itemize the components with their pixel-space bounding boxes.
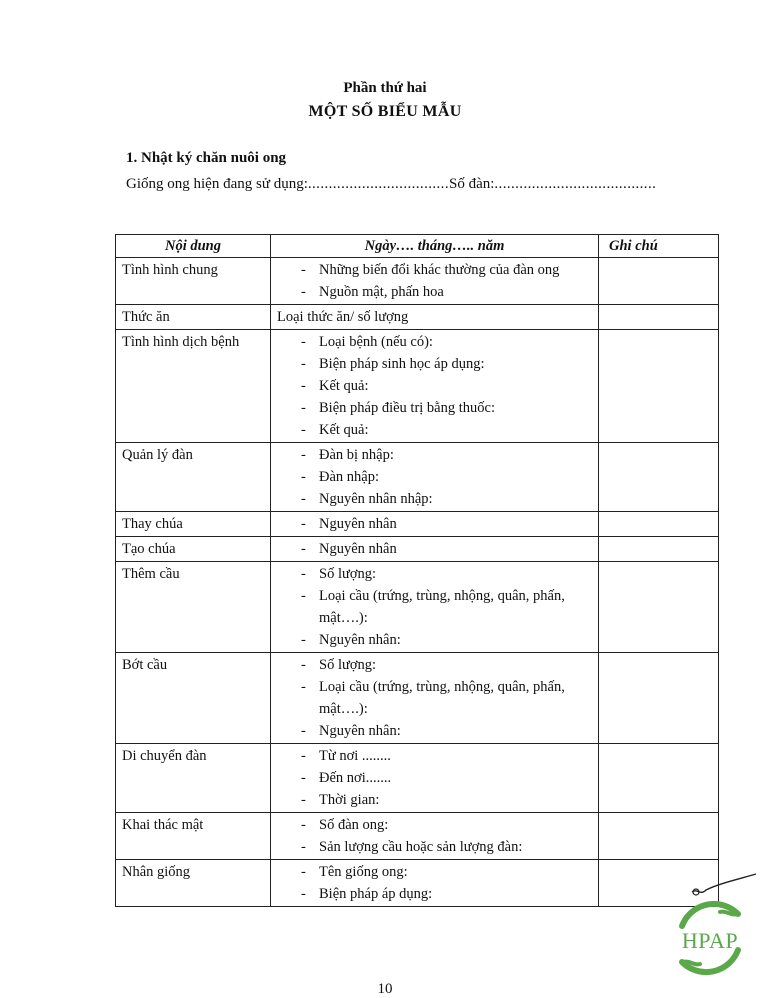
list-item: - Nguồn mật, phấn hoa [277,281,592,303]
notes-cell[interactable] [599,744,719,813]
row-label: Quản lý đàn [116,443,271,512]
list-item: - Loại bệnh (nếu có): [277,331,592,353]
notes-cell[interactable] [599,562,719,653]
list-item: - Kết quả: [277,419,592,441]
list-item: - Loại cầu (trứng, trùng, nhộng, quân, phấn, mật….): [277,585,592,629]
list-item: - Biện pháp sinh học áp dụng: [277,353,592,375]
list-item: - Nguyên nhân nhập: [277,488,592,510]
notes-cell[interactable] [599,443,719,512]
list-item: - Số lượng: [277,654,592,676]
list-item: - Đến nơi....... [277,767,592,789]
list-item: - Sản lượng cầu hoặc sản lượng đàn: [277,836,592,858]
header-content: Nội dung [116,235,271,258]
table-row [116,860,719,907]
notes-cell[interactable] [599,305,719,330]
list-item: - Nguyên nhân [277,538,592,560]
breed-info-line [126,176,656,193]
list-item: - Biện pháp điều trị bằng thuốc: [277,397,592,419]
list-item: - Kết quả: [277,375,592,397]
form-title: MỘT SỐ BIỂU MẪU [308,103,462,120]
table-row [116,653,719,744]
list-item: - Biện pháp áp dụng: [277,883,592,905]
notes-cell[interactable] [599,330,719,443]
list-item: - Nguyên nhân: [277,629,592,651]
count-label: Số đàn: [448,176,495,192]
row-label: Thức ăn [116,305,271,330]
list-item: - Nguyên nhân [277,513,592,535]
notes-cell[interactable] [599,653,719,744]
row-label: Thay chúa [116,512,271,537]
list-item: - Thời gian: [277,789,592,811]
table-row [116,537,719,562]
notes-cell[interactable] [599,537,719,562]
header-notes: Ghi chú [599,235,719,258]
breed-blank: .................................. [307,176,449,192]
notes-cell[interactable] [599,512,719,537]
table-row [116,443,719,512]
row-label: Tình hình dịch bệnh [116,330,271,443]
table-header-row [116,235,719,258]
row-text: Loại thức ăn/ số lượng [271,305,599,330]
table-row [116,562,719,653]
table-row [116,813,719,860]
notes-cell[interactable] [599,258,719,305]
list-item: - Đàn bị nhập: [277,444,592,466]
row-label: Thêm cầu [116,562,271,653]
row-label: Nhân giống [116,860,271,907]
section-heading: 1. Nhật ký chăn nuôi ong [126,150,287,166]
row-label: Khai thác mật [116,813,271,860]
list-item: - Số đàn ong: [277,814,592,836]
list-item: - Nguyên nhân: [277,720,592,742]
table-row [116,330,719,443]
table-row [116,305,719,330]
table-row [116,258,719,305]
list-item: - Số lượng: [277,563,592,585]
notes-cell[interactable] [599,813,719,860]
list-item: - Loại cầu (trứng, trùng, nhộng, quân, phấn, mật….): [277,676,592,720]
list-item: - Những biến đổi khác thường của đàn ong [277,259,592,281]
table-row [116,744,719,813]
breed-label: Giống ong hiện đang sử dụng: [126,176,308,192]
diary-table [115,234,719,907]
table-row [116,512,719,537]
list-item: - Từ nơi ........ [277,745,592,767]
logo-text: HPAP [681,928,739,953]
part-title: Phần thứ hai [343,80,427,96]
row-label: Tạo chúa [116,537,271,562]
count-blank: ....................................... [494,176,657,192]
row-label: Di chuyển đàn [116,744,271,813]
page-number: 10 [377,981,393,997]
row-label: Tình hình chung [116,258,271,305]
header-date: Ngày…. tháng….. năm [271,235,599,258]
list-item: - Đàn nhập: [277,466,592,488]
list-item: - Tên giống ong: [277,861,592,883]
row-label: Bớt cầu [116,653,271,744]
